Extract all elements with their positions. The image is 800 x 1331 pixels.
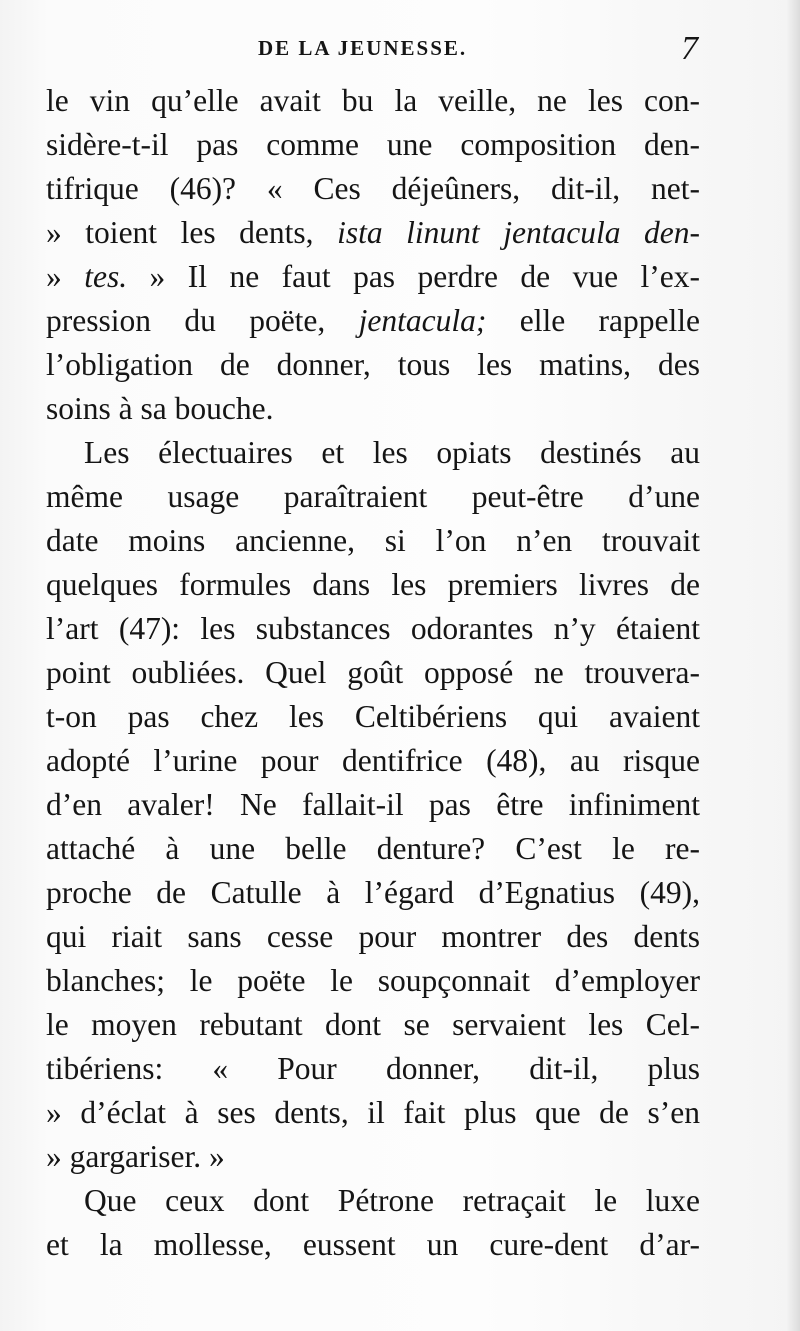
text-line <box>46 519 700 563</box>
text-line <box>46 123 700 167</box>
line-text: qui riait sans cesse pour montrer des dents <box>46 919 700 954</box>
line-text: Les électuaires et les opiats destinés au <box>84 435 700 470</box>
text-line <box>46 475 700 519</box>
text-line <box>46 1179 700 1223</box>
text-line <box>46 343 700 387</box>
line-text-pre: » toient les dents, <box>46 215 338 250</box>
text-line <box>46 827 700 871</box>
text-line <box>46 167 700 211</box>
page-edge-shadow <box>786 0 800 1331</box>
text-line <box>46 1047 700 1091</box>
text-line <box>46 959 700 1003</box>
page-header <box>46 30 700 80</box>
line-text-post: elle rappelle <box>486 303 700 338</box>
line-text: t-on pas chez les Celtibériens qui avaient <box>46 699 700 734</box>
page-number: 7 <box>681 30 698 67</box>
line-text: point oubliées. Quel goût opposé ne trouvera- <box>46 655 700 690</box>
text-line <box>46 607 700 651</box>
line-text-italic: ista linunt jentacula den- <box>337 215 700 250</box>
text-line <box>46 563 700 607</box>
line-text: tibériens: « Pour donner, dit-il, plus <box>46 1051 700 1086</box>
line-text: date moins ancienne, si l’on n’en trouvait <box>46 523 700 558</box>
line-text: l’obligation de donner, tous les matins, des <box>46 347 700 382</box>
line-text: » d’éclat à ses dents, il fait plus que de s’en <box>46 1095 700 1130</box>
line-text: adopté l’urine pour dentifrice (48), au risque <box>46 743 700 778</box>
text-line <box>46 1135 700 1179</box>
text-line <box>46 651 700 695</box>
line-text: et la mollesse, eussent un cure-dent d’ar- <box>46 1227 700 1262</box>
text-line <box>46 915 700 959</box>
line-text: l’art (47): les substances odorantes n’y étaient <box>46 611 700 646</box>
text-line <box>46 211 700 255</box>
line-text: attaché à une belle denture? C’est le re- <box>46 831 700 866</box>
line-text-pre: pression du poëte, <box>46 303 359 338</box>
text-line <box>46 783 700 827</box>
body-text <box>46 79 700 1267</box>
text-line <box>46 739 700 783</box>
line-text: soins à sa bouche. <box>46 391 274 426</box>
text-line <box>46 255 700 299</box>
running-head: DE LA JEUNESSE. <box>258 36 468 60</box>
line-text: le moyen rebutant dont se servaient les Cel- <box>46 1007 700 1042</box>
text-line <box>46 1091 700 1135</box>
text-line <box>46 79 700 123</box>
text-line <box>46 695 700 739</box>
line-text: le vin qu’elle avait bu la veille, ne les con- <box>46 83 700 118</box>
line-text: même usage paraîtraient peut-être d’une <box>46 479 700 514</box>
line-text: sidère-t-il pas comme une composition den- <box>46 127 700 162</box>
text-line <box>46 871 700 915</box>
line-text-italic: tes. <box>84 259 128 294</box>
line-text-italic: jentacula; <box>358 303 487 338</box>
line-text: quelques formules dans les premiers livres de <box>46 567 700 602</box>
line-text: tifrique (46)? « Ces déjeûners, dit-il, net- <box>46 171 700 206</box>
line-text-pre: » <box>46 259 85 294</box>
text-line <box>46 299 700 343</box>
text-line <box>46 1223 700 1267</box>
text-line <box>46 1003 700 1047</box>
line-text-post: » Il ne faut pas perdre de vue l’ex- <box>127 259 701 294</box>
line-text: proche de Catulle à l’égard d’Egnatius (49), <box>46 875 700 910</box>
line-text: » gargariser. » <box>46 1139 225 1174</box>
line-text: d’en avaler! Ne fallait-il pas être infiniment <box>46 787 700 822</box>
line-text: Que ceux dont Pétrone retraçait le luxe <box>84 1183 700 1218</box>
text-line <box>46 431 700 475</box>
line-text: blanches; le poëte le soupçonnait d’employer <box>46 963 700 998</box>
text-line <box>46 387 700 431</box>
